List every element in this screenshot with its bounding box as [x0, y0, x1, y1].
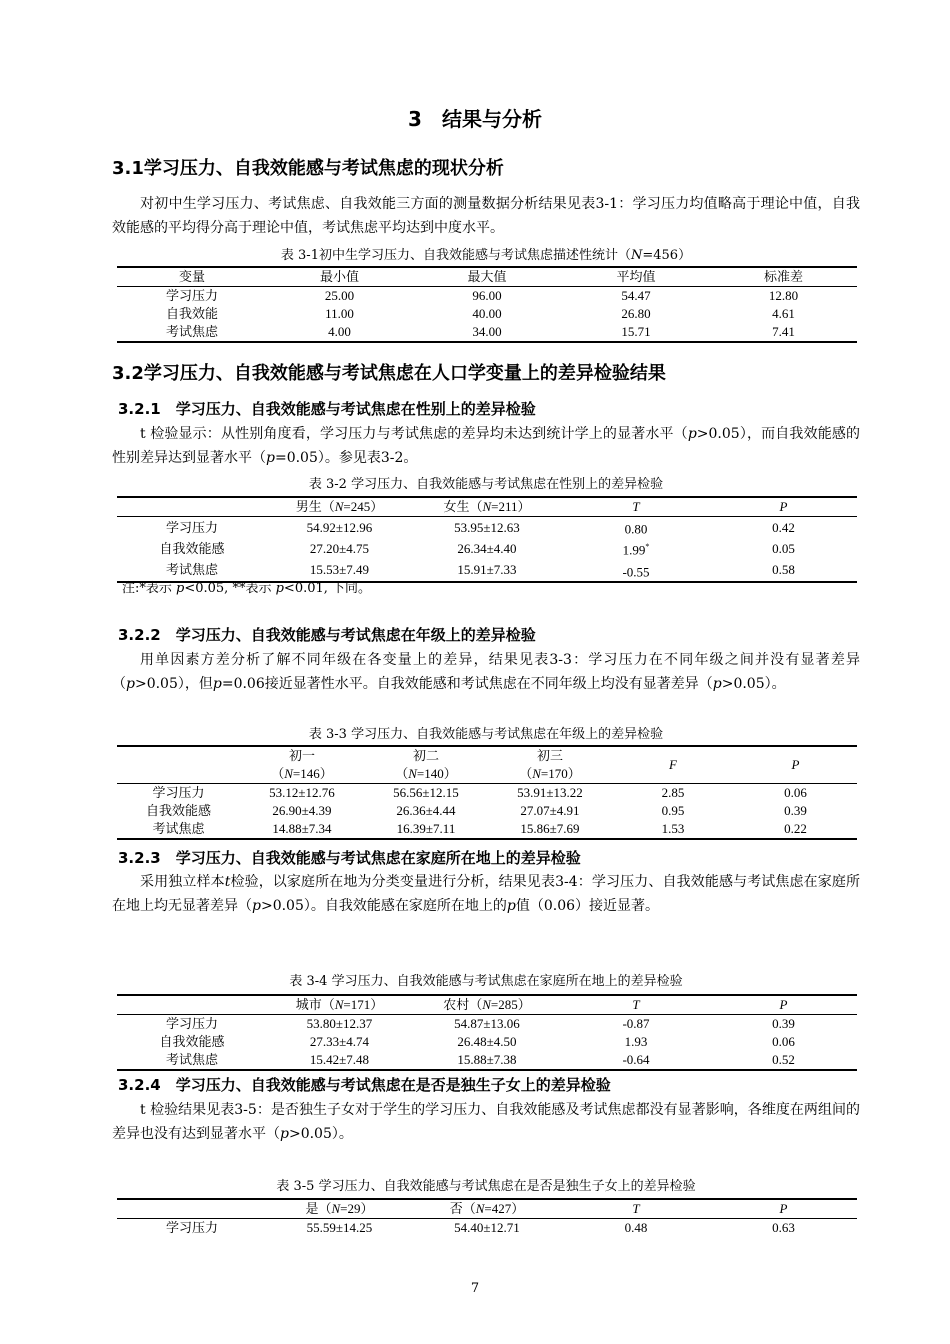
section-3-2-2-heading: 3.2.2 学习压力、自我效能感与考试焦虑在年级上的差异检验: [118, 626, 536, 644]
col-header: [117, 746, 240, 784]
col-header: [117, 497, 267, 517]
table-cell: 15.42±7.48: [267, 1051, 412, 1070]
table-row: [117, 802, 857, 820]
table-row: [117, 1051, 857, 1070]
col-header: 最大值: [412, 267, 562, 287]
col-header-t: T: [562, 1199, 710, 1219]
table-row: [117, 305, 857, 323]
table-3-3: [117, 745, 857, 840]
table-cell: 0.63: [772, 1220, 795, 1235]
table-cell: 学习压力: [165, 288, 218, 303]
table-header-row: [117, 267, 857, 287]
table-cell: 53.91±13.22: [517, 785, 583, 800]
col-header: 平均值: [562, 267, 710, 287]
col-header: [117, 1199, 267, 1219]
table-3-2: [117, 496, 857, 583]
table-cell: 26.80: [621, 306, 651, 321]
col-header-p: P: [710, 1199, 857, 1219]
col-header-f: F: [612, 746, 734, 784]
table-cell: 55.59±14.25: [306, 1220, 373, 1235]
table-cell: 7.41: [710, 323, 857, 342]
col-header: 标准差: [710, 267, 857, 287]
table-cell: 12.80: [768, 288, 799, 303]
table-3-3-caption: 表 3-3 学习压力、自我效能感与考试焦虑在年级上的差异检验: [308, 727, 664, 742]
table-cell: 0.06: [784, 785, 807, 800]
table-cell: 0.48: [624, 1220, 648, 1235]
col-header-t: T: [562, 995, 710, 1015]
col-header-p: P: [710, 995, 857, 1015]
col-header-p: P: [710, 497, 857, 517]
table-row: [117, 538, 857, 559]
table-3-4: [117, 994, 857, 1071]
table-cell: 96.00: [472, 288, 502, 303]
table-cell: 26.48±4.50: [457, 1034, 517, 1049]
col-header-male: 男生（N=245）: [267, 497, 412, 517]
table-cell: 0.39: [784, 803, 807, 818]
table-cell: 0.05: [772, 540, 795, 556]
col-header: [117, 995, 267, 1015]
col-header: 变量: [117, 267, 267, 287]
section-3-2-3-paragraph: 采用独立样本t检验，以家庭所在地为分类变量进行分析，结果见表3-4：学习压力、自我效能感与考试焦虑在家庭所在地上均无显著差异（p>0.05）。自我效能感在家庭所在地上的p值（0.06）接近显著。: [112, 874, 861, 914]
section-3-1-heading: 3.1学习压力、自我效能感与考试焦虑的现状分析: [112, 158, 504, 179]
table-cell: 自我效能感: [159, 1034, 225, 1049]
table-cell: 考试焦虑: [117, 1051, 267, 1070]
table-cell: 0.39: [772, 1016, 795, 1031]
col-header-rural: 农村（N=285）: [412, 995, 562, 1015]
table-cell: 54.87±13.06: [454, 1016, 520, 1031]
table-cell: 0.52: [710, 1051, 857, 1070]
table-3-4-caption: 表 3-4 学习压力、自我效能感与考试焦虑在家庭所在地上的差异检验: [289, 974, 683, 989]
table-cell: 0.22: [734, 820, 857, 839]
section-3-2-2-paragraph: 用单因素方差分析了解不同年级在各变量上的差异，结果见表3-3：学习压力在不同年级之间并没有显著差异（p>0.05），但p=0.06接近显著性水平。自我效能感和考试焦虑在不同年级上均没有显著差异（p>0.05）。: [112, 652, 860, 692]
table-row: [117, 784, 857, 803]
section-3-2-heading: 3.2学习压力、自我效能感与考试焦虑在人口学变量上的差异检验结果: [112, 363, 666, 384]
table-header-row: [117, 746, 857, 784]
table-3-5-caption: 表 3-5 学习压力、自我效能感与考试焦虑在是否是独生子女上的差异检验: [276, 1179, 696, 1194]
table-cell: 自我效能: [165, 306, 218, 321]
table-cell: 学习压力: [165, 519, 218, 535]
table-cell: 15.71: [562, 323, 710, 342]
table-cell: 26.90±4.39: [272, 803, 332, 818]
table-cell: 14.88±7.34: [240, 820, 364, 839]
table-cell: 0.80: [624, 521, 648, 537]
table-cell: 27.20±4.75: [309, 540, 370, 556]
col-header-grade-1: 初一 （N=146）: [240, 746, 364, 784]
col-header-no: 否（N=427）: [412, 1199, 562, 1219]
table-row: [117, 517, 857, 539]
chapter-heading: 3 结果与分析: [408, 107, 542, 131]
col-header-yes: 是（N=29）: [267, 1199, 412, 1219]
table-cell: -0.55: [562, 560, 710, 582]
table-cell: 11.00: [325, 306, 354, 321]
table-cell: 40.00: [472, 306, 502, 321]
table-3-1-caption: 表 3-1初中生学习压力、自我效能感与考试焦虑描述性统计（N=456）: [280, 248, 692, 263]
table-cell: 1.93: [624, 1034, 648, 1049]
table-cell: 53.95±12.63: [454, 519, 520, 535]
table-cell: 26.36±4.44: [396, 803, 456, 818]
table-cell: 53.80±12.37: [306, 1016, 373, 1031]
table-cell: 54.47: [621, 288, 651, 303]
table-cell: 25.00: [324, 288, 355, 303]
col-header-grade-2: 初二 （N=140）: [364, 746, 488, 784]
table-cell: 53.12±12.76: [269, 785, 335, 800]
section-3-2-4-paragraph: t 检验结果见表3-5：是否独生子女对于学生的学习压力、自我效能感及考试焦虑都没有显著影响，各维度在两组间的差异也没有达到显著水平（p>0.05）。: [112, 1102, 860, 1142]
table-cell: 考试焦虑: [117, 820, 240, 839]
table-cell: -0.87: [622, 1016, 650, 1031]
table-cell: 34.00: [412, 323, 562, 342]
table-3-1: [117, 266, 857, 343]
section-3-2-4-heading: 3.2.4 学习压力、自我效能感与考试焦虑在是否是独生子女上的差异检验: [118, 1076, 611, 1094]
table-header-row: [117, 1199, 857, 1219]
table-cell: 考试焦虑: [117, 323, 267, 342]
table-3-2-caption: 表 3-2 学习压力、自我效能感与考试焦虑在性别上的差异检验: [308, 477, 664, 492]
table-row: [117, 323, 857, 342]
table-cell: 1.99*: [622, 542, 650, 558]
table-cell: 15.86±7.69: [488, 820, 612, 839]
section-3-2-1-paragraph: t 检验显示：从性别角度看，学习压力与考试焦虑的差异均未达到统计学上的显著水平（p>0.05），而自我效能感的性别差异达到显著水平（p=0.05）。参见表3-2。: [112, 426, 861, 466]
table-cell: 自我效能感: [159, 540, 225, 556]
page-number: 7: [470, 1281, 480, 1296]
table-cell: 26.34±4.40: [457, 540, 517, 556]
col-header-female: 女生（N=211）: [412, 497, 562, 517]
table-row: [117, 287, 857, 306]
table-row: [117, 1033, 857, 1051]
col-header-p: P: [734, 746, 857, 784]
table-cell: 15.88±7.38: [412, 1051, 562, 1070]
table-cell: 27.07±4.91: [520, 803, 580, 818]
table-cell: 学习压力: [165, 1220, 218, 1235]
section-3-1-paragraph: 对初中生学习压力、考试焦虑、自我效能三方面的测量数据分析结果见表3-1：学习压力均值略高于理论中值，自我效能感的平均得分高于理论中值，考试焦虑平均达到中度水平。: [112, 196, 860, 236]
table-cell: 4.00: [267, 323, 412, 342]
table-cell: 15.91±7.33: [412, 560, 562, 582]
table-cell: 0.58: [710, 560, 857, 582]
table-cell: 考试焦虑: [117, 560, 267, 582]
table-cell: 0.95: [661, 803, 685, 818]
table-header-row: [117, 497, 857, 517]
col-header-grade-3: 初三 （N=170）: [488, 746, 612, 784]
table-header-row: [117, 995, 857, 1015]
table-cell: 27.33±4.74: [309, 1034, 370, 1049]
table-3-2-note: 注:*表示 p<0.05, **表示 p<0.01, 下同。: [122, 581, 372, 596]
col-header: 最小值: [267, 267, 412, 287]
col-header-city: 城市（N=171）: [267, 995, 412, 1015]
table-cell: 56.56±12.15: [393, 785, 459, 800]
table-cell: 0.42: [772, 519, 795, 535]
table-cell: 自我效能感: [145, 803, 211, 818]
table-row: [117, 820, 857, 839]
table-cell: 54.40±12.71: [454, 1220, 520, 1235]
table-cell: 学习压力: [165, 1016, 218, 1031]
table-cell: 54.92±12.96: [306, 519, 373, 535]
table-cell: 4.61: [772, 306, 795, 321]
table-cell: 0.06: [772, 1034, 795, 1049]
table-cell: 2.85: [661, 785, 685, 800]
table-cell: 学习压力: [152, 785, 205, 800]
col-header-t: T: [562, 497, 710, 517]
table-3-5: [117, 1198, 857, 1237]
table-cell: -0.64: [562, 1051, 710, 1070]
section-3-2-1-heading: 3.2.1 学习压力、自我效能感与考试焦虑在性别上的差异检验: [118, 400, 536, 418]
table-row: [117, 1219, 857, 1238]
section-3-2-3-heading: 3.2.3 学习压力、自我效能感与考试焦虑在家庭所在地上的差异检验: [118, 849, 581, 867]
table-cell: 15.53±7.49: [267, 560, 412, 582]
table-cell: 1.53: [612, 820, 734, 839]
table-cell: 16.39±7.11: [364, 820, 488, 839]
table-row: [117, 1015, 857, 1034]
